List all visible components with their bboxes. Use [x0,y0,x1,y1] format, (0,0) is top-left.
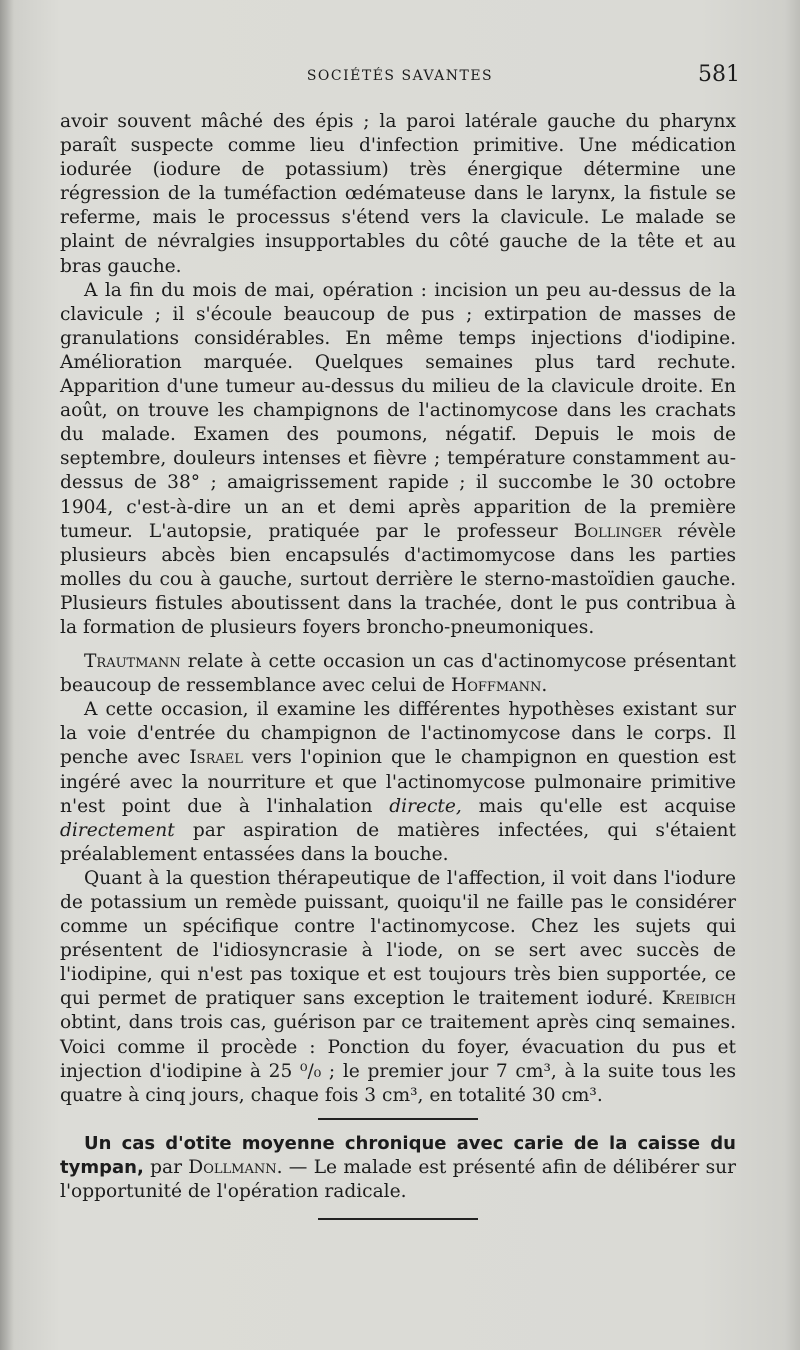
paragraph-4-part-b: vers l'opinion que le champignon en question est ingéré avec la nourriture et que l'actinomycose pulmonaire primitive n'est point due à l'inhalation [60,747,736,817]
paragraph-1: avoir souvent mâché des épis ; la paroi latérale gauche du pharynx paraît suspecte comme lieu d'infection primitive. Une médication iodurée (iodure de potassium) très énergique détermine une régression de la tuméfaction œdémateuse dans le larynx, la fistule se referme, mais le processus s'étend vers la clavicule. Le malade se plaint de névralgies insupportables du côté gauche de la tête et au bras gauche. [60,111,736,277]
italic-directe: directe, [389,795,462,817]
paragraph-6-part-b: . — Le malade est présenté afin de délibérer sur l'opportunité de l'opération radicale. [60,1156,736,1203]
paragraph-5-part-b: obtint, dans trois cas, guérison par ce traitement après cinq semaines. Voici comme il procède : Ponction du foyer, évacuation du pus et injection d'iodipine à 25 ⁰/₀ ; le premier jour 7 cm³, à la suite tous les quatre à cinq jours, chaque fois 3 cm³, en totalité 30 cm³. [60,1012,736,1106]
paragraph-3-end: . [541,675,548,697]
case-title: Un cas d'otite moyenne chronique avec carie de la caisse du tympan, [60,1132,736,1178]
author-dollmann: Dollmann [188,1156,277,1178]
page-header [60,62,740,92]
author-kreibich: Kreibich [661,988,736,1010]
page-number: 581 [698,62,740,87]
running-head: SOCIÉTÉS SAVANTES [306,68,494,84]
paragraph-6-part-a: par [150,1156,182,1178]
section-divider [318,1118,478,1120]
paragraph-2-part-b: révèle plusieurs abcès bien encapsulés d'actimomycose dans les parties molles du cou à gauche, surtout derrière le sterno-mastoïdien gauche. Plusieurs fistules aboutissent dans la trachée, dont le pus contribua à la formation de plusieurs foyers broncho-pneumoniques. [60,520,736,638]
body-text [60,110,736,1232]
paragraph-3 [60,650,736,698]
paragraph-4-part-a: A cette occasion, il examine les différentes hypothèses existant sur la voie d'entrée du champignon de l'actinomycose dans le corps. Il penche avec [60,699,736,769]
paragraph-6 [60,1132,736,1204]
paragraph-5 [60,867,736,1108]
paragraph-4-part-d: par aspiration de matières infectées, qui s'étaient préalablement entassées dans la bouche. [60,819,736,865]
paragraph-4-part-c: mais qu'elle est acquise [478,795,736,817]
closing-divider [318,1218,478,1220]
author-bollinger: Bollinger [573,520,662,542]
author-trautmann: Trautmann [84,651,181,673]
author-hoffmann: Hoffmann [450,675,542,697]
paragraph-3-part-a: relate à cette occasion un cas d'actinomycose présentant beaucoup de ressemblance avec celui de [60,651,736,697]
paragraph-2 [60,279,736,640]
author-israel: Israel [189,747,243,769]
italic-directement: directement [60,819,175,841]
paragraph-4 [60,698,736,867]
paragraph-2-part-a: A la fin du mois de mai, opération : incision un peu au-dessus de la clavicule ; il s'écoule beaucoup de pus ; extirpation de masses de granulations considérables. En même temps injections d'iodipine. Amélioration marquée. Quelques semaines plus tard rechute. Apparition d'une tumeur au-dessus du milieu de la clavicule droite. En août, on trouve les champignons de l'actinomycose dans les crachats du malade. Examen des poumons, négatif. Depuis le mois de septembre, douleurs intenses et fièvre ; température constamment au-dessus de 38° ; amaigrissement rapide ; il succombe le 30 octobre 1904, c'est-à-dire un an et demi après apparition de la première tumeur. L'autopsie, pratiquée par le professeur [60,279,736,542]
paragraph-5-part-a: Quant à la question thérapeutique de l'affection, il voit dans l'iodure de potassium un remède puissant, quoiqu'il ne faille pas le considérer comme un spécifique contre l'actinomycose. Chez les sujets qui présentent de l'idiosyncrasie à l'iode, on se sert avec succès de l'iodipine, qui n'est pas toxique et est toujours très bien supportée, ce qui permet de pratiquer sans exception le traitement ioduré. [60,867,736,1010]
